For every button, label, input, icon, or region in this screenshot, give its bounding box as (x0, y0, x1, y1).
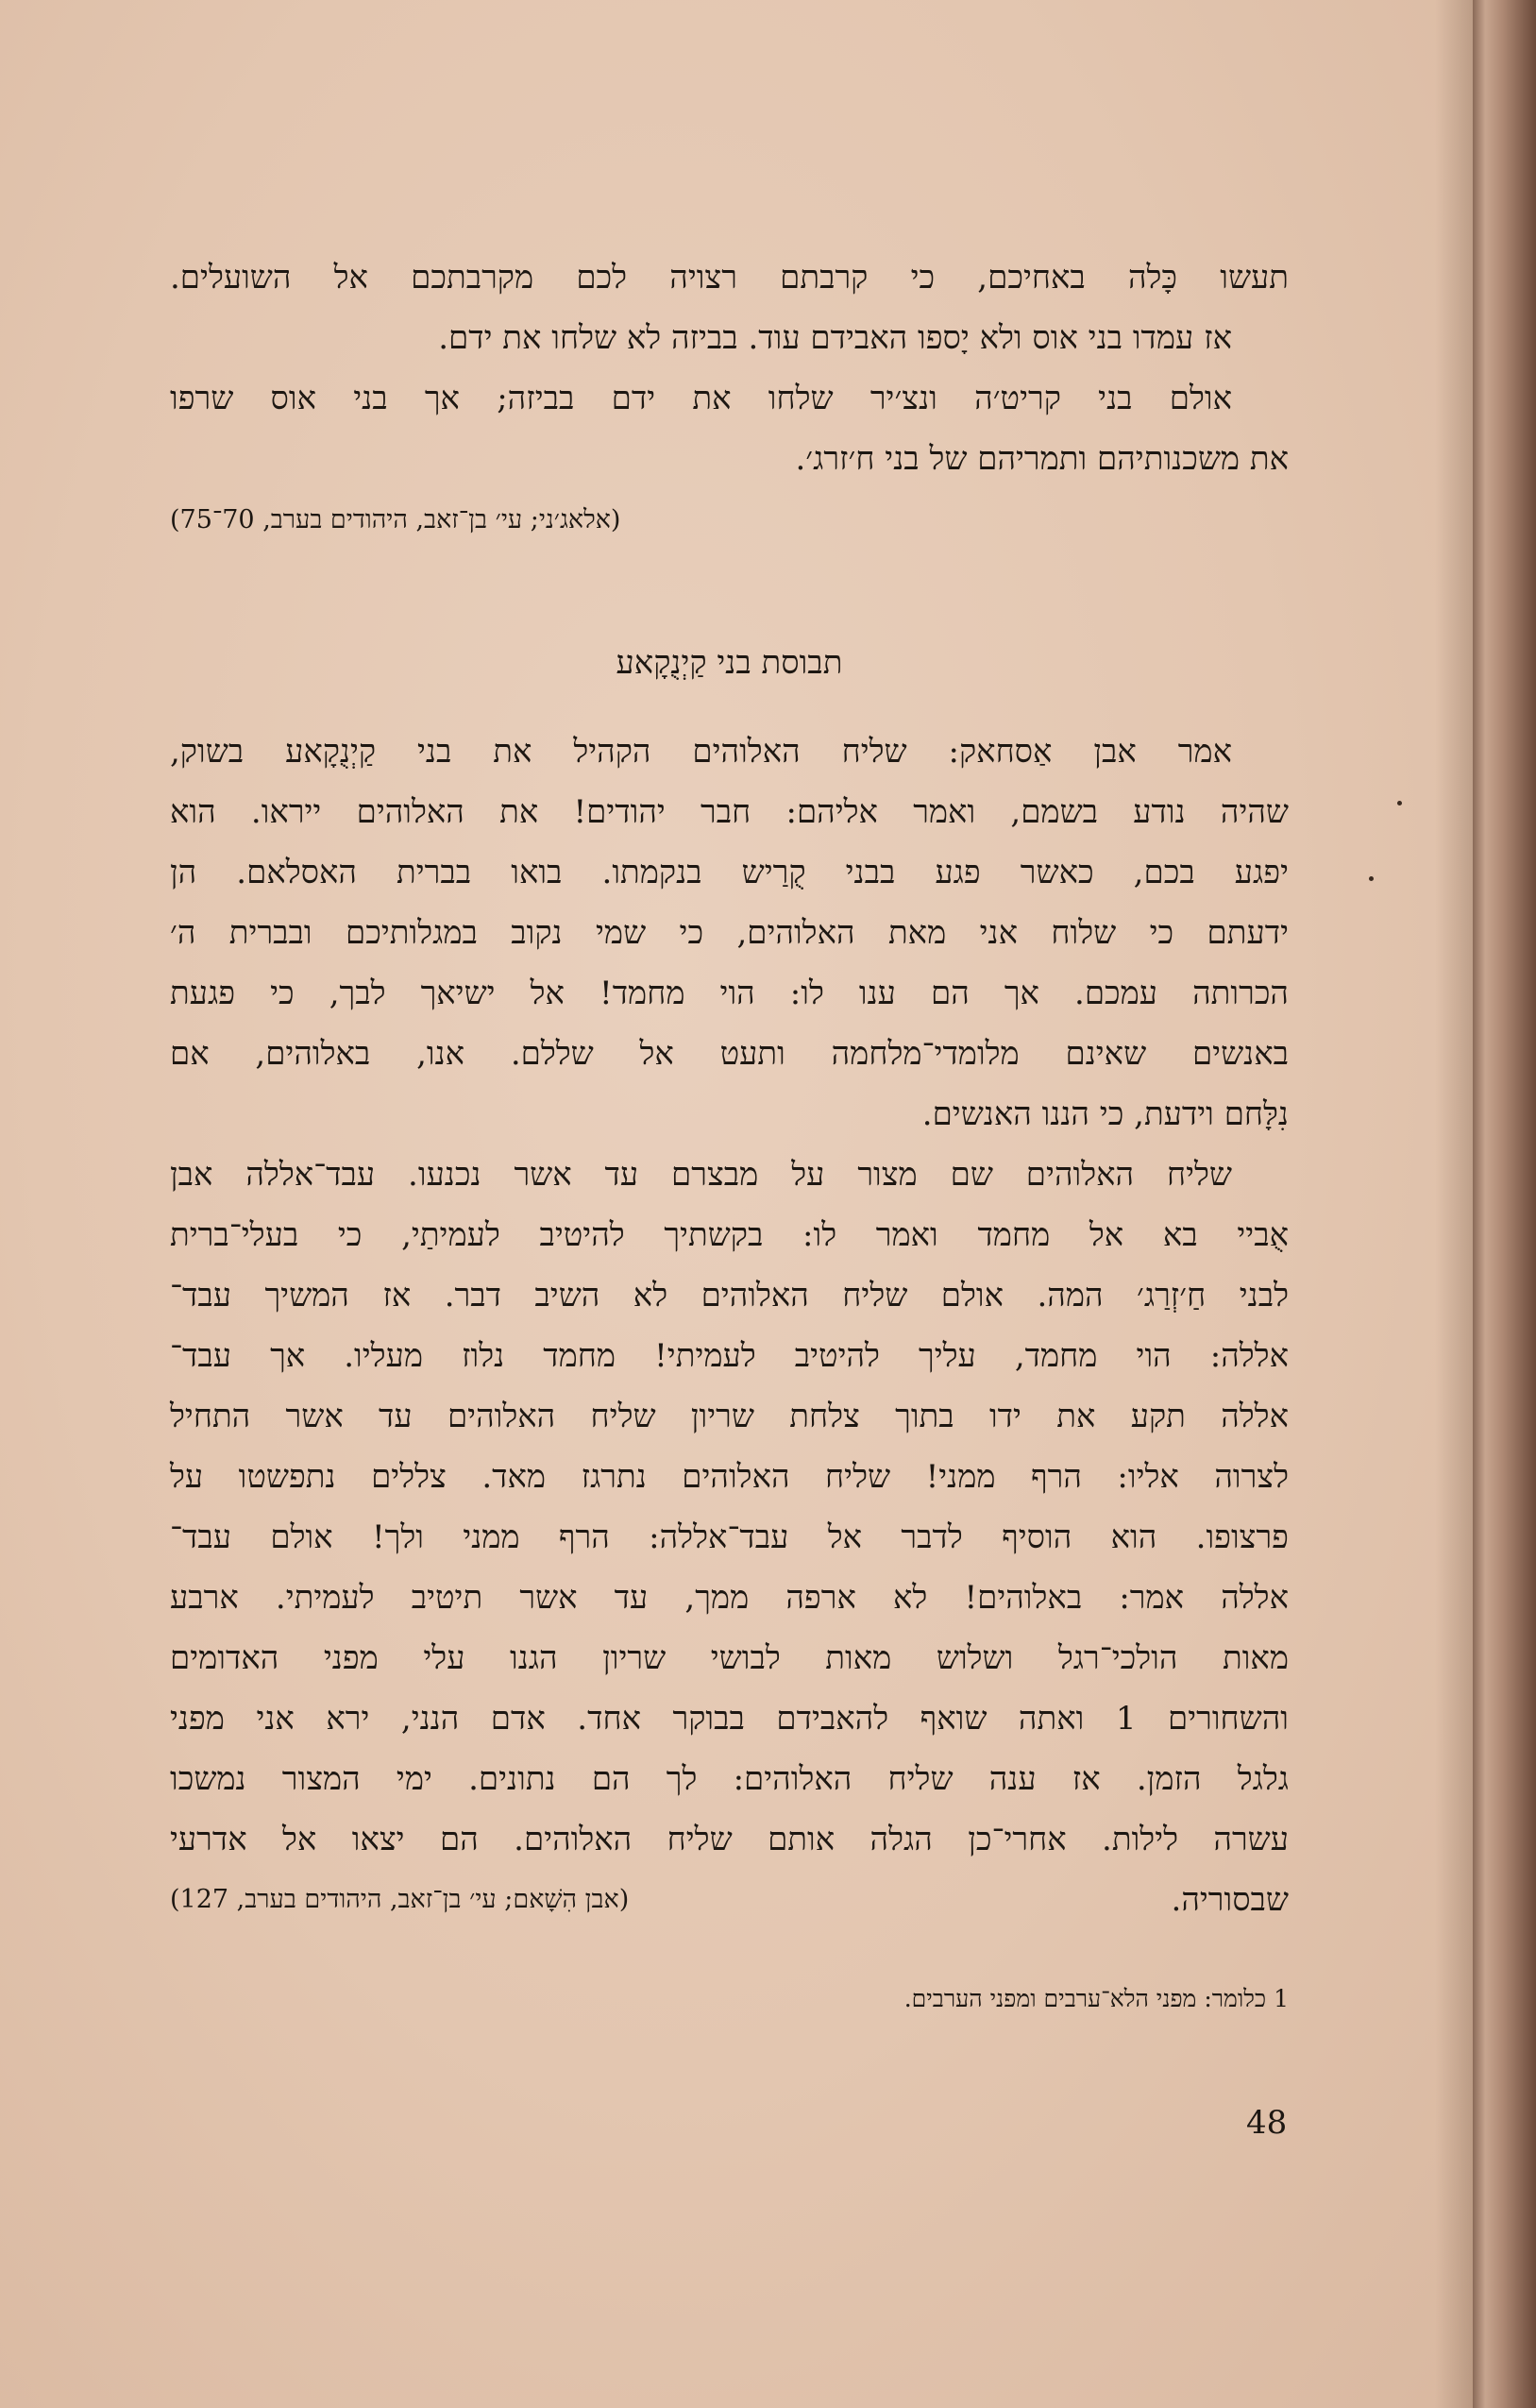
text-line: אללה אמר: באלוהים! לא ארפה ממך, עד אשר תיטיב לעמיתי. ארבע (170, 1579, 1289, 1617)
text-line: עשרה לילות. אחרי־כן הגלה אותם שליח האלוהים. הם יצאו אל אדרעי (170, 1821, 1289, 1858)
opening-passage (170, 247, 1289, 544)
text-line: אללה: הוי מחמד, עליך להיטיב לעמיתי! מחמד נלוז מעליו. אך עבד־ (170, 1337, 1289, 1375)
text-line: והשחורים 1 ואתה שואף להאבידם בבוקר אחד. אדם הנני, ירא אני מפני (170, 1700, 1289, 1738)
text-line: אולם בני קריט׳ה ונצ׳יר שלחו את ידם בביזה; אך בני אוס שרפו (170, 380, 1232, 417)
text-line: לצרוה אליו: הרף ממני! שליח האלוהים נתרגז מאד. צללים נתפשטו על (170, 1458, 1289, 1496)
text-line: אז עמדו בני אוס ולא יָספו האבידם עוד. בביזה לא שלחו את ידם. (438, 319, 1232, 357)
source-citation: (אבן הִשָׁאם; עי׳ בן־זאב, היהודים בערב, 127) (170, 1885, 630, 1914)
text-line: ידעתם כי שלוח אני מאת האלוהים, כי שמי נקוב במגלותיכם ובברית ה׳ (170, 914, 1289, 952)
text-line: את משכנותיהם ותמריהם של בני ח׳זרג׳. (795, 440, 1289, 478)
text-line: מאות הולכי־רגל ושלוש מאות לבושי שריון הגנו עלי מפני האדומים (170, 1639, 1289, 1677)
source-citation: (אלאג׳ני; עי׳ בן־זאב, היהודים בערב, 70־75) (170, 505, 621, 534)
text-line: יפגע בכם, כאשר פגע בבני קֻרַיש בנקמתו. בואו בברית האסלאם. הן (170, 854, 1289, 891)
section-heading: תבוסת בני קַיְנֻקָאע (616, 644, 843, 682)
text-line: פרצופו. הוא הוסיף לדבר אל עבד־אללה: הרף ממני ולך! אולם עבד־ (170, 1518, 1289, 1556)
text-line: תעשו כָּלה באחיכם, כי קרבתם רצויה לכם מקרבתכם אל השועלים. (170, 259, 1289, 297)
ink-speck (1369, 876, 1374, 881)
footnote: 1 כלומר: מפני הלא־ערבים ומפני הערבים. (903, 1985, 1289, 2012)
paragraph (170, 1145, 1289, 1930)
text-line: אמר אבן אַסחאק: שליח האלוהים הקהיל את בני קַיְנֻקָאע בשוק, (170, 733, 1232, 771)
text-line: באנשים שאינם מלומדי־מלחמה ותעט אל שללם. אנו, באלוהים, אם (170, 1035, 1289, 1073)
ink-speck (1397, 801, 1402, 805)
page-body (170, 247, 1289, 1930)
text-line: שליח האלוהים שם מצור על מבצרם עד אשר נכנעו. עבד־אללה אבן (170, 1156, 1232, 1194)
text-line: הכרותה עמכם. אך הם ענו לו: הוי מחמד! אל ישיאך לבך, כי פגעת (170, 975, 1289, 1012)
paragraph (170, 721, 1289, 1145)
text-line: שהיה נודע בשמם, ואמר אליהם: חבר יהודים! את האלוהים ייראו. הוא (170, 793, 1289, 831)
text-line: גלגל הזמן. אז ענה שליח האלוהים: לך הם נתונים. ימי המצור נמשכו (170, 1760, 1289, 1798)
text-line: אֻביי בא אל מחמד ואמר לו: בקשתיך להיטיב לעמיתַי, כי בעלי־ברית (170, 1216, 1289, 1254)
text-line: אללה תקע את ידו בתוך צלחת שריון שליח האלוהים עד אשר התחיל (170, 1398, 1289, 1435)
text-line: נִלָּחם וידעת, כי הננו האנשים. (921, 1095, 1289, 1133)
page-number: 48 (1246, 2104, 1288, 2142)
book-edge (1473, 0, 1536, 2408)
text-line: לבני חַ׳זְרַג׳ המה. אולם שליח האלוהים לא השיב דבר. אז המשיך עבד־ (170, 1277, 1289, 1314)
text-line: שבסוריה. (1171, 1881, 1289, 1919)
